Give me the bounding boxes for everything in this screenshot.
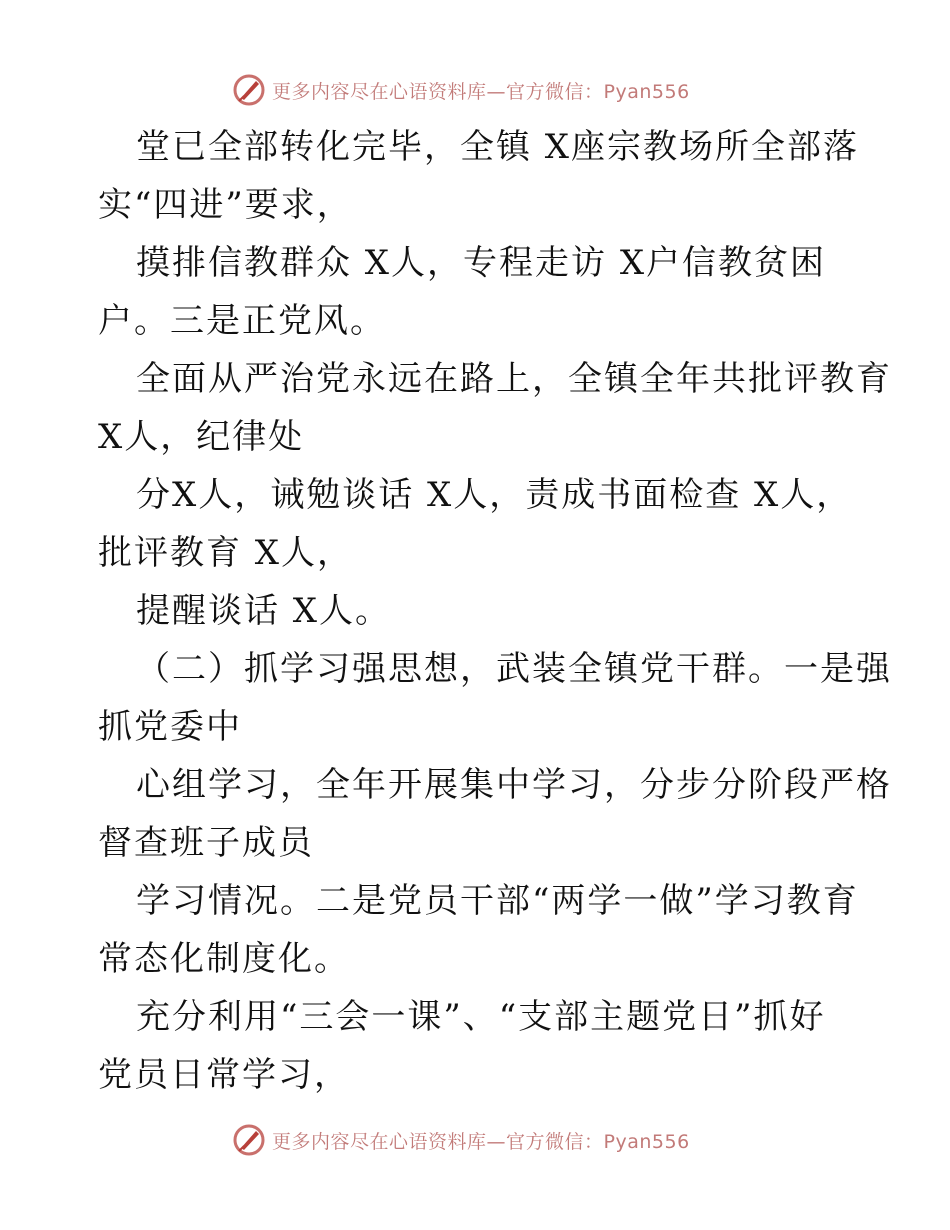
- text-line: 户。三是正党风。: [98, 301, 386, 341]
- text-line: 摸排信教群众 X人，专程走访 X户信教贫困: [136, 243, 827, 283]
- text-line: 全面从严治党永远在路上，全镇全年共批评教育: [136, 359, 892, 399]
- feather-pen-logo-icon: [232, 1123, 266, 1157]
- body-text: [98, 118, 892, 1104]
- text-line: 抓党委中: [98, 707, 242, 747]
- text-line: 提醒谈话 X人。: [136, 591, 392, 631]
- text-line: 分X人，诫勉谈话 X人，责成书面检查 X人，: [136, 475, 853, 515]
- feather-pen-logo-icon: [232, 73, 266, 107]
- text-line: 充分利用“三会一课”、“支部主题党日”抓好: [136, 997, 826, 1037]
- text-line: 常态化制度化。: [98, 939, 350, 979]
- text-line: 心组学习，全年开展集中学习，分步分阶段严格: [136, 765, 892, 805]
- text-line: 堂已全部转化完毕，全镇 X座宗教场所全部落: [136, 127, 860, 167]
- text-line: 督查班子成员: [98, 823, 314, 863]
- text-line: 实“四进”要求，: [98, 185, 353, 225]
- watermark-text: 更多内容尽在心语资料库—官方微信：Pyan556: [272, 80, 690, 103]
- text-line: 学习情况。二是党员干部“两学一做”学习教育: [136, 881, 859, 921]
- header-watermark: [232, 70, 690, 110]
- text-line: 党员日常学习，: [98, 1055, 350, 1095]
- text-line: 批评教育 X人，: [98, 533, 354, 573]
- text-line: X人，纪律处: [98, 417, 305, 457]
- footer-watermark: [232, 1120, 690, 1160]
- watermark-text: 更多内容尽在心语资料库—官方微信：Pyan556: [272, 1130, 690, 1153]
- text-line: （二）抓学习强思想，武装全镇党干群。一是强: [136, 649, 892, 689]
